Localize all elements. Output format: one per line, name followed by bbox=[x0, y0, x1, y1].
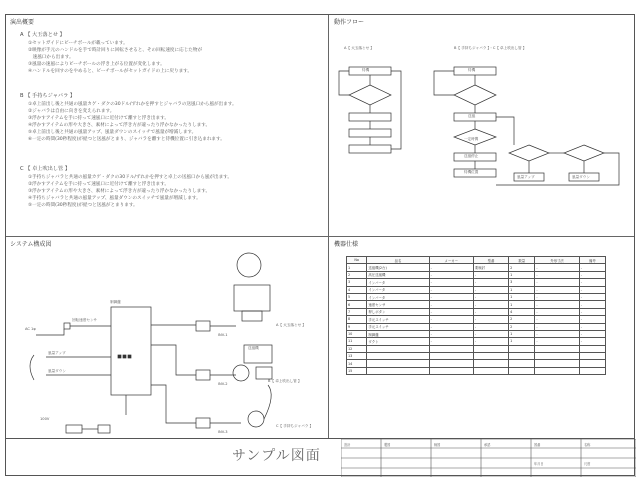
table-cell: - bbox=[535, 338, 579, 345]
table-cell bbox=[535, 345, 579, 352]
table-row bbox=[347, 271, 606, 278]
table-cell: 11 bbox=[347, 338, 367, 345]
table-cell: 3 bbox=[347, 279, 367, 286]
rotation-sensor-label: 回転速度センサ bbox=[72, 318, 98, 322]
tb-label: 設計 bbox=[344, 443, 351, 447]
table-cell bbox=[509, 353, 535, 360]
overview-line: ③浮かすアイテムを手に持って速風口に近付けて離すと浮き出ます。 bbox=[28, 116, 169, 121]
table-cell bbox=[473, 360, 508, 367]
table-cell: - bbox=[429, 286, 473, 293]
table-cell bbox=[367, 353, 429, 360]
flow-sub-a: A【 大玉落とせ 】 bbox=[344, 46, 374, 50]
table-cell: - bbox=[429, 293, 473, 300]
control-box-label: 制御盤 bbox=[110, 300, 121, 304]
col-header: 品名 bbox=[367, 257, 429, 264]
overview-line: ②ジャバラは自由に向きを変えられます。 bbox=[28, 109, 115, 114]
ac-bottom-label: 100V bbox=[40, 417, 50, 421]
table-cell: インバータ bbox=[367, 293, 429, 300]
table-cell: - bbox=[473, 330, 508, 337]
bellows-hose bbox=[264, 385, 271, 419]
table-row bbox=[347, 308, 606, 315]
ball bbox=[237, 253, 261, 277]
target-c-label: C【 手持ちジャバラ 】 bbox=[276, 424, 314, 428]
table-cell bbox=[509, 367, 535, 374]
fan-c bbox=[248, 411, 264, 427]
table-cell: - bbox=[535, 330, 579, 337]
table-cell bbox=[579, 367, 605, 374]
parts-header-row bbox=[347, 257, 606, 264]
table-cell bbox=[473, 353, 508, 360]
table-cell: 8 bbox=[347, 316, 367, 323]
table-cell: - bbox=[579, 308, 605, 315]
table-cell: 2 bbox=[347, 271, 367, 278]
table-cell: 4 bbox=[509, 308, 535, 315]
overview-line: 速風口から出ます。 bbox=[28, 55, 74, 60]
table-cell: 14 bbox=[347, 360, 367, 367]
blower-b-unit bbox=[256, 367, 272, 379]
table-cell: - bbox=[473, 293, 508, 300]
table-cell: - bbox=[535, 293, 579, 300]
table-cell bbox=[579, 345, 605, 352]
table-cell: - bbox=[579, 279, 605, 286]
table-cell: - bbox=[429, 308, 473, 315]
col-header: 型番 bbox=[473, 257, 508, 264]
overview-title: 演出概要 bbox=[10, 19, 35, 26]
table-row bbox=[347, 293, 606, 300]
table-cell: 5 bbox=[347, 293, 367, 300]
system-diagram bbox=[6, 245, 328, 445]
horizontal-divider bbox=[6, 236, 634, 237]
table-row bbox=[347, 330, 606, 337]
table-cell: 4 bbox=[347, 286, 367, 293]
table-cell bbox=[367, 360, 429, 367]
ball-guide bbox=[234, 285, 270, 311]
table-row bbox=[347, 264, 606, 271]
table-row bbox=[347, 323, 606, 330]
table-cell: 速度センサ bbox=[367, 301, 429, 308]
table-cell bbox=[473, 345, 508, 352]
flow-a-start bbox=[349, 67, 391, 75]
inv1-label: INV-1 bbox=[218, 333, 228, 337]
col-header: No bbox=[347, 257, 367, 264]
table-cell: - bbox=[535, 308, 579, 315]
section-b-heading: B 【 手持ちジャバラ 】 bbox=[20, 93, 76, 99]
col-header: 備考 bbox=[579, 257, 605, 264]
table-row bbox=[347, 286, 606, 293]
flow-title: 動作フロー bbox=[334, 19, 365, 26]
table-cell: インバータ bbox=[367, 286, 429, 293]
col-header: 外形寸法 bbox=[535, 257, 579, 264]
flow-box-label: 待機 bbox=[468, 68, 476, 72]
overview-line: ⑥一定の時間(30秒程度)が経つと送風がとまり、ジャバラを離すと待機位置に引き込まれます。 bbox=[28, 137, 225, 142]
table-cell bbox=[509, 345, 535, 352]
table-cell: - bbox=[579, 330, 605, 337]
table-row bbox=[347, 279, 606, 286]
ac-left-label: AC 1φ bbox=[25, 327, 36, 331]
table-cell: 手元スイッチ bbox=[367, 316, 429, 323]
fan-up-label: 風量アップ bbox=[48, 351, 66, 355]
table-cell: 手元スイッチ bbox=[367, 323, 429, 330]
tb-label: 図番 bbox=[534, 443, 541, 447]
table-cell bbox=[429, 360, 473, 367]
rotation-sensor bbox=[64, 323, 70, 329]
fan-b bbox=[233, 365, 249, 381]
system-title: システム構成図 bbox=[10, 241, 52, 248]
flow-box-label: 一定時間 bbox=[464, 137, 479, 141]
table-cell: - bbox=[429, 271, 473, 278]
table-row bbox=[347, 367, 606, 374]
table-cell: 10 bbox=[347, 330, 367, 337]
table-cell bbox=[535, 360, 579, 367]
tb-label: 検図 bbox=[434, 443, 441, 447]
overview-line: ⑤卓上前出し後と共通の風量アップ、風量ダウンのスイッチで風量が増減します。 bbox=[28, 130, 197, 135]
table-cell: - bbox=[473, 279, 508, 286]
table-cell: インバータ bbox=[367, 279, 429, 286]
inverter-3 bbox=[196, 418, 210, 428]
table-cell: 6 bbox=[347, 301, 367, 308]
table-cell: 15 bbox=[347, 367, 367, 374]
table-cell: - bbox=[429, 338, 473, 345]
overview-line: ⑤一定の時間(30秒程度)が経つと送風がとまります。 bbox=[28, 203, 138, 208]
table-cell: ダクト bbox=[367, 338, 429, 345]
section-a-heading: A 【 大玉落とせ 】 bbox=[20, 32, 65, 38]
table-cell: 1 bbox=[509, 338, 535, 345]
table-cell bbox=[535, 353, 579, 360]
blower-label: 送風機 bbox=[248, 346, 259, 350]
table-cell: - bbox=[473, 316, 508, 323]
inverter-1 bbox=[196, 321, 210, 331]
col-header: 数量 bbox=[509, 257, 535, 264]
flow-a-box bbox=[349, 145, 391, 153]
table-cell: - bbox=[579, 323, 605, 330]
table-cell: - bbox=[473, 338, 508, 345]
flow-a-box bbox=[349, 129, 391, 137]
table-cell: 2 bbox=[509, 264, 535, 271]
blower-a bbox=[242, 311, 262, 321]
table-cell: - bbox=[429, 301, 473, 308]
table-cell: 9 bbox=[347, 323, 367, 330]
parts-title: 機器仕様 bbox=[334, 241, 359, 248]
table-cell: 高圧送風機 bbox=[367, 271, 429, 278]
table-cell: 制御盤 bbox=[367, 330, 429, 337]
table-cell: - bbox=[579, 271, 605, 278]
overview-line: ③浮かすアイテムの形や大きさ、素材によって浮き方が違ったり浮かなかったりします。 bbox=[28, 189, 211, 194]
table-row bbox=[347, 353, 606, 360]
table-cell: - bbox=[473, 323, 508, 330]
target-b-label: B【 卓上吹出し管 】 bbox=[268, 379, 302, 383]
table-cell: - bbox=[535, 271, 579, 278]
table-cell: 1 bbox=[509, 301, 535, 308]
table-cell: - bbox=[429, 330, 473, 337]
table-row bbox=[347, 301, 606, 308]
table-row bbox=[347, 338, 606, 345]
parts-body bbox=[347, 264, 606, 375]
table-cell: - bbox=[535, 323, 579, 330]
overview-line: ②浮かすアイテムを手に持って速風口に近付けて離すと浮き出ます。 bbox=[28, 182, 169, 187]
ac-outlet bbox=[66, 425, 82, 433]
tb-label: 製図 bbox=[384, 443, 391, 447]
drawing-sheet bbox=[5, 14, 635, 444]
table-cell: - bbox=[429, 264, 473, 271]
table-cell: - bbox=[429, 323, 473, 330]
table-cell: 2 bbox=[509, 316, 535, 323]
table-cell bbox=[579, 353, 605, 360]
table-cell: - bbox=[473, 308, 508, 315]
inv3-label: INV-3 bbox=[218, 430, 228, 434]
table-cell: - bbox=[473, 271, 508, 278]
table-cell: - bbox=[535, 286, 579, 293]
table-cell: - bbox=[579, 301, 605, 308]
flow-diagram bbox=[329, 55, 635, 195]
parts-table bbox=[346, 256, 606, 375]
table-cell bbox=[429, 353, 473, 360]
table-cell bbox=[429, 367, 473, 374]
drawing-title: サンプル図面 bbox=[232, 448, 321, 464]
table-cell: 1 bbox=[347, 264, 367, 271]
flow-a-decision bbox=[349, 85, 391, 105]
table-cell: 押しボタン bbox=[367, 308, 429, 315]
flow-box-label: 風量アップ bbox=[517, 175, 535, 179]
table-row bbox=[347, 360, 606, 367]
flow-box-label: 送風 bbox=[468, 114, 476, 118]
flow-up-decision bbox=[509, 145, 549, 161]
ac-outlet bbox=[98, 425, 110, 433]
table-row bbox=[347, 316, 606, 323]
inv2-label: INV-2 bbox=[218, 382, 228, 386]
table-cell: - bbox=[473, 301, 508, 308]
table-cell: 1 bbox=[509, 293, 535, 300]
table-row bbox=[347, 345, 606, 352]
table-cell: - bbox=[579, 293, 605, 300]
overview-line: ①セットガイドにビーチボールが載っています。 bbox=[28, 41, 128, 46]
control-box bbox=[111, 307, 151, 395]
flow-b-decision bbox=[454, 85, 496, 105]
table-cell: 13 bbox=[347, 353, 367, 360]
table-cell bbox=[509, 360, 535, 367]
table-cell bbox=[429, 345, 473, 352]
table-cell: 1 bbox=[509, 330, 535, 337]
overview-line: ④浮かすアイテムの形や大きさ、素材によって浮き方が違ったり浮かなかったりします。 bbox=[28, 123, 211, 128]
table-cell: 要検討 bbox=[473, 264, 508, 271]
table-cell: - bbox=[429, 279, 473, 286]
col-header: メーカー bbox=[429, 257, 473, 264]
table-cell bbox=[367, 367, 429, 374]
overview-line: ②映像が手元のハンドルを手で時計回りに回転させると、その回転速度に応じた物が bbox=[28, 48, 203, 53]
flow-a-box bbox=[349, 113, 391, 121]
table-cell: - bbox=[535, 264, 579, 271]
table-cell: 12 bbox=[347, 345, 367, 352]
tb-label: 尺度 bbox=[584, 462, 591, 466]
overview-line: ①卓上前出し後と共通の風量カゲ・ダクの30ドル/ずれかを押すとジャバラの送風口から風が出ます。 bbox=[28, 102, 237, 107]
tb-label: 承認 bbox=[484, 443, 491, 447]
table-cell: - bbox=[579, 286, 605, 293]
table-cell: 1 bbox=[509, 271, 535, 278]
flow-box-label: 待機位置 bbox=[464, 170, 479, 174]
inverter-2 bbox=[196, 370, 210, 380]
flow-box-label: 送風停止 bbox=[464, 154, 479, 158]
table-cell bbox=[535, 367, 579, 374]
tb-label: 年月日 bbox=[534, 462, 544, 466]
overview-line: ④ハンドルを回すのをやめると、ビーチボールがセットガイドの上に戻ります。 bbox=[28, 69, 192, 74]
fan-down-label: 風量ダウン bbox=[48, 369, 66, 373]
flow-box-label: 待機 bbox=[362, 68, 370, 72]
table-cell: - bbox=[535, 279, 579, 286]
title-block bbox=[5, 438, 635, 476]
tb-label: 名称 bbox=[584, 443, 591, 447]
table-cell: - bbox=[579, 338, 605, 345]
table-cell bbox=[473, 367, 508, 374]
table-cell: 1 bbox=[509, 286, 535, 293]
table-cell: 7 bbox=[347, 308, 367, 315]
table-cell bbox=[579, 360, 605, 367]
flow-box-label: 風量ダウン bbox=[572, 175, 590, 179]
table-cell: - bbox=[579, 264, 605, 271]
overview-line: ③風量の速風によりビーチボールの浮き上がる位置が変化します。 bbox=[28, 62, 165, 67]
table-cell: 送風機(2台) bbox=[367, 264, 429, 271]
target-a-label: A【 大玉落とせ 】 bbox=[276, 323, 306, 327]
table-cell: 3 bbox=[509, 279, 535, 286]
table-cell: - bbox=[473, 286, 508, 293]
title-block-grid bbox=[341, 439, 636, 477]
overview-line: ①手持ちジャバラと共通の風量カゲ・ダクの30ドル/ずれかを押すと卓上の送風口から風が出ます。 bbox=[28, 175, 232, 180]
table-cell: - bbox=[579, 316, 605, 323]
overview-line: ④手持ちジャバラと共通の風量アップ、風量ダウンのスイッチで風量が増減します。 bbox=[28, 196, 201, 201]
table-cell: - bbox=[535, 316, 579, 323]
flow-sub-bc: B【 手持ちジャバラ 】・C【 卓上吹出し管 】 bbox=[454, 46, 527, 50]
table-cell bbox=[367, 345, 429, 352]
section-c-heading: C 【 卓上吹出し管 】 bbox=[20, 166, 71, 172]
table-cell: 2 bbox=[509, 323, 535, 330]
flow-down-decision bbox=[564, 145, 604, 161]
table-cell: - bbox=[429, 316, 473, 323]
table-cell: - bbox=[535, 301, 579, 308]
